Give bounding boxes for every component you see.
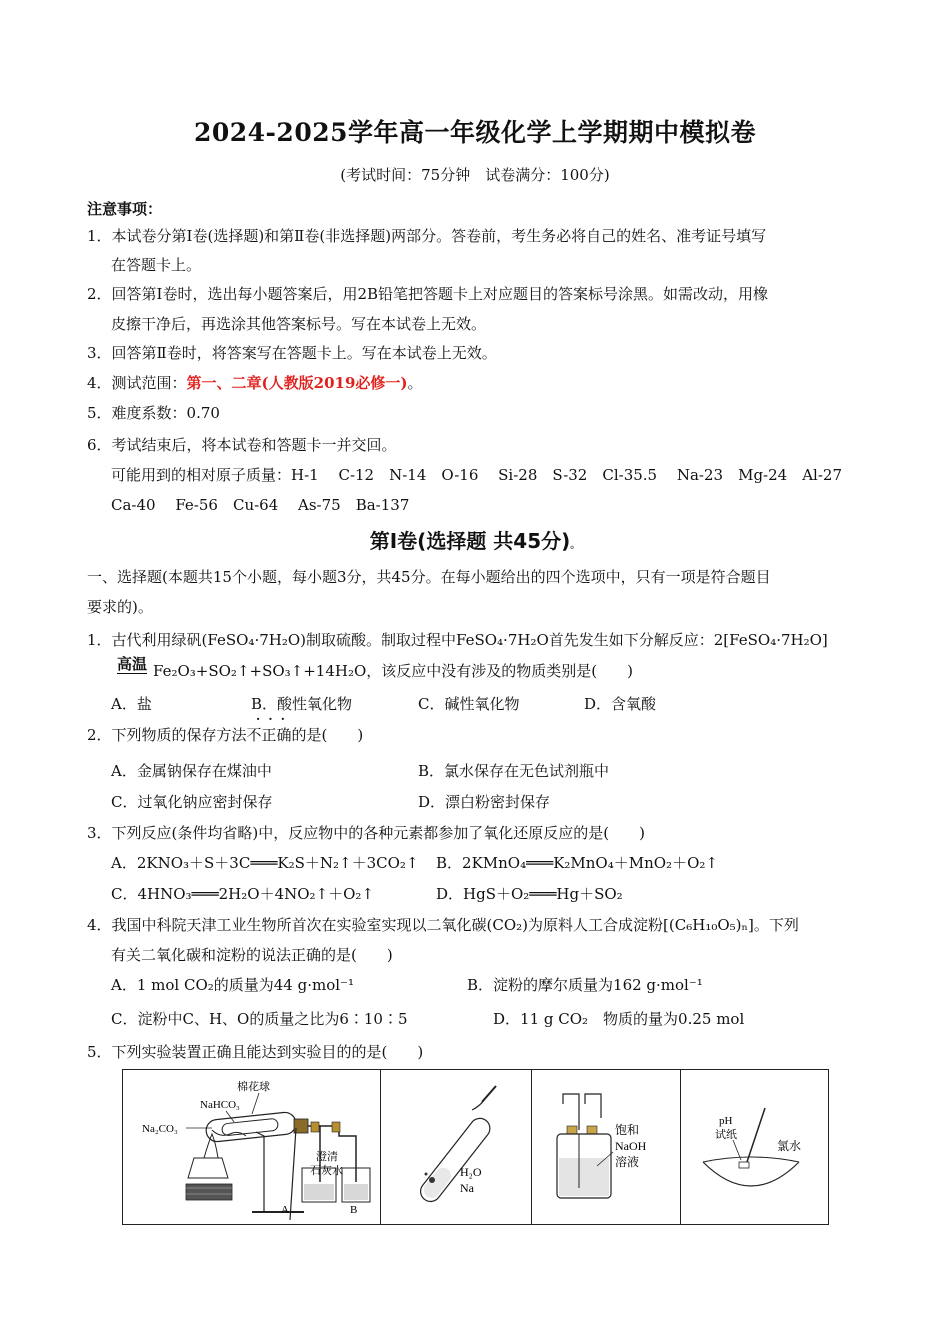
naoh-label: NaOH xyxy=(614,1139,647,1153)
naoh-label: 饱和 xyxy=(614,1123,639,1137)
option-d: D．11 g CO₂ 物质的量为0.25 mol xyxy=(493,1010,745,1028)
section-title xyxy=(0,525,950,554)
option-d: D．HgS＋O₂═══Hg＋SO₂ xyxy=(436,885,623,903)
question-2-stem: 2．下列物质的保存方法不正确的是( ) xyxy=(87,726,364,744)
chlorine-water-label: 氯水 xyxy=(777,1139,802,1153)
option-c: C．4HNO₃═══2H₂O＋4NO₂↑＋O₂↑ xyxy=(111,885,374,903)
question-5-stem: 5．下列实验装置正确且能达到实验目的的是( ) xyxy=(87,1043,424,1061)
beaker-b-label: B xyxy=(349,1204,357,1216)
notice-item: 在答题卡上。 xyxy=(111,256,202,274)
scope-value: 第一、二章(人教版2019必修一) xyxy=(186,374,408,392)
scope-end: 。 xyxy=(407,374,423,392)
question-1-stem: Fe₂O₃+SO₂↑+SO₃↑+14H₂O，该反应中没有涉及的物质类别是( ) xyxy=(153,662,633,680)
notice-item: 2．回答第Ⅰ卷时，选出每小题答案后，用2B铅笔把答题卡上对应题目的答案标号涂黑。如需改动，用橡 xyxy=(87,285,769,303)
option-b: B．淀粉的摩尔质量为162 g·mol⁻¹ xyxy=(467,976,703,994)
ph-paper-label: 试纸 xyxy=(715,1129,738,1141)
section-mark: 。 xyxy=(570,540,581,551)
question-1-stem: 1．古代利用绿矾(FeSO₄·7H₂O)制取硫酸。制取过程中FeSO₄·7H₂O首先发生如下分解反应：2[FeSO₄·7H₂O] xyxy=(87,631,828,649)
figure-d-cell xyxy=(680,1070,828,1225)
option-a: A．金属钠保存在煤油中 xyxy=(111,762,272,780)
scope-label: 4．测试范围： xyxy=(87,374,187,392)
water-label: H₂O xyxy=(460,1165,482,1179)
na2co3-label: Na₂CO₃ xyxy=(141,1123,178,1135)
option-a: A．盐 xyxy=(111,695,152,713)
part-instructions: 一、选择题(本题共15个小题，每小题3分，共45分。在每小题给出的四个选项中，只有一项是符合题目 xyxy=(87,568,771,586)
page-title: 2024-2025学年高一年级化学上学期期中模拟卷 xyxy=(193,118,757,147)
question-4-stem: 有关二氧化碳和淀粉的说法正确的是( ) xyxy=(111,946,393,964)
option-c: C．淀粉中C、H、O的质量之比为6∶10∶5 xyxy=(111,1010,408,1028)
emphasis-dots: · · · xyxy=(256,712,287,726)
option-b: B．2KMnO₄═══K₂MnO₄＋MnO₂＋O₂↑ xyxy=(436,854,718,872)
option-b: B．酸性氧化物 xyxy=(251,695,353,713)
option-a: A．1 mol CO₂的质量为44 g·mol⁻¹ xyxy=(111,976,354,994)
ph-test-dish xyxy=(681,1070,827,1220)
reaction-condition: 高温 xyxy=(117,655,148,673)
option-d: D．漂白粉密封保存 xyxy=(418,793,551,811)
ph-paper-label: pH xyxy=(719,1115,733,1127)
notice-item: 6．考试结束后，将本试卷和答题卡一并交回。 xyxy=(87,436,397,454)
question-4-stem: 4．我国中科院天津工业生物所首次在实验室实现以二氧化碳(CO₂)为原料人工合成淀粉[(C₆H₁₀O₅)ₙ]。下列 xyxy=(87,916,799,934)
sodium-test-tube xyxy=(382,1070,530,1220)
lime-water-label: 石灰水 xyxy=(309,1165,343,1177)
nahco3-label: NaHCO₃ xyxy=(199,1099,240,1111)
exam-info: (考试时间：75分钟 试卷满分：100分) xyxy=(340,166,610,184)
apparatus-table xyxy=(122,1069,829,1225)
notice-item: 皮擦干净后，再选涂其他答案标号。写在本试卷上无效。 xyxy=(111,315,487,333)
figure-a-cell xyxy=(123,1070,381,1225)
option-b: B．氯水保存在无色试剂瓶中 xyxy=(418,762,610,780)
figure-c-cell xyxy=(532,1070,680,1225)
option-d: D．含氧酸 xyxy=(584,695,657,713)
sodium-label: Na xyxy=(460,1181,475,1195)
option-c: C．过氧化钠应密封保存 xyxy=(111,793,273,811)
naoh-label: 溶液 xyxy=(614,1155,639,1169)
atomic-masses: Ca-40 Fe-56 Cu-64 As-75 Ba-137 xyxy=(111,496,410,514)
notice-item xyxy=(87,372,423,393)
option-a: A．2KNO₃＋S＋3C═══K₂S＋N₂↑＋3CO₂↑ xyxy=(111,854,419,872)
figure-b-cell xyxy=(381,1070,532,1225)
notice-heading: 注意事项： xyxy=(87,200,163,218)
notice-item: 3．回答第Ⅱ卷时，将答案写在答题卡上。写在本试卷上无效。 xyxy=(87,344,497,362)
lime-water-label: 澄清 xyxy=(315,1151,338,1163)
atomic-masses: 可能用到的相对原子质量：H-1 C-12 N-14 O-16 Si-28 S-32 Cl-35.5 Na-23 Mg-24 Al-27 xyxy=(111,466,842,484)
question-3-stem: 3．下列反应(条件均省略)中，反应物中的各种元素都参加了氧化还原反应的是( ) xyxy=(87,824,645,842)
gas-washing-bottle xyxy=(533,1070,679,1220)
notice-item: 1．本试卷分第Ⅰ卷(选择题)和第Ⅱ卷(非选择题)两部分。答卷前，考生务必将自己的姓名、准考证号填写 xyxy=(87,227,767,245)
cotton-label: 棉花球 xyxy=(236,1081,270,1093)
section-title-text: 第Ⅰ卷(选择题 共45分) xyxy=(369,529,571,553)
notice-item: 5．难度系数：0.70 xyxy=(87,404,220,422)
part-instructions: 要求的)。 xyxy=(87,598,153,616)
carbonate-heating-apparatus xyxy=(124,1070,380,1220)
beaker-a-label: A xyxy=(280,1204,289,1216)
option-c: C．碱性氧化物 xyxy=(418,695,520,713)
